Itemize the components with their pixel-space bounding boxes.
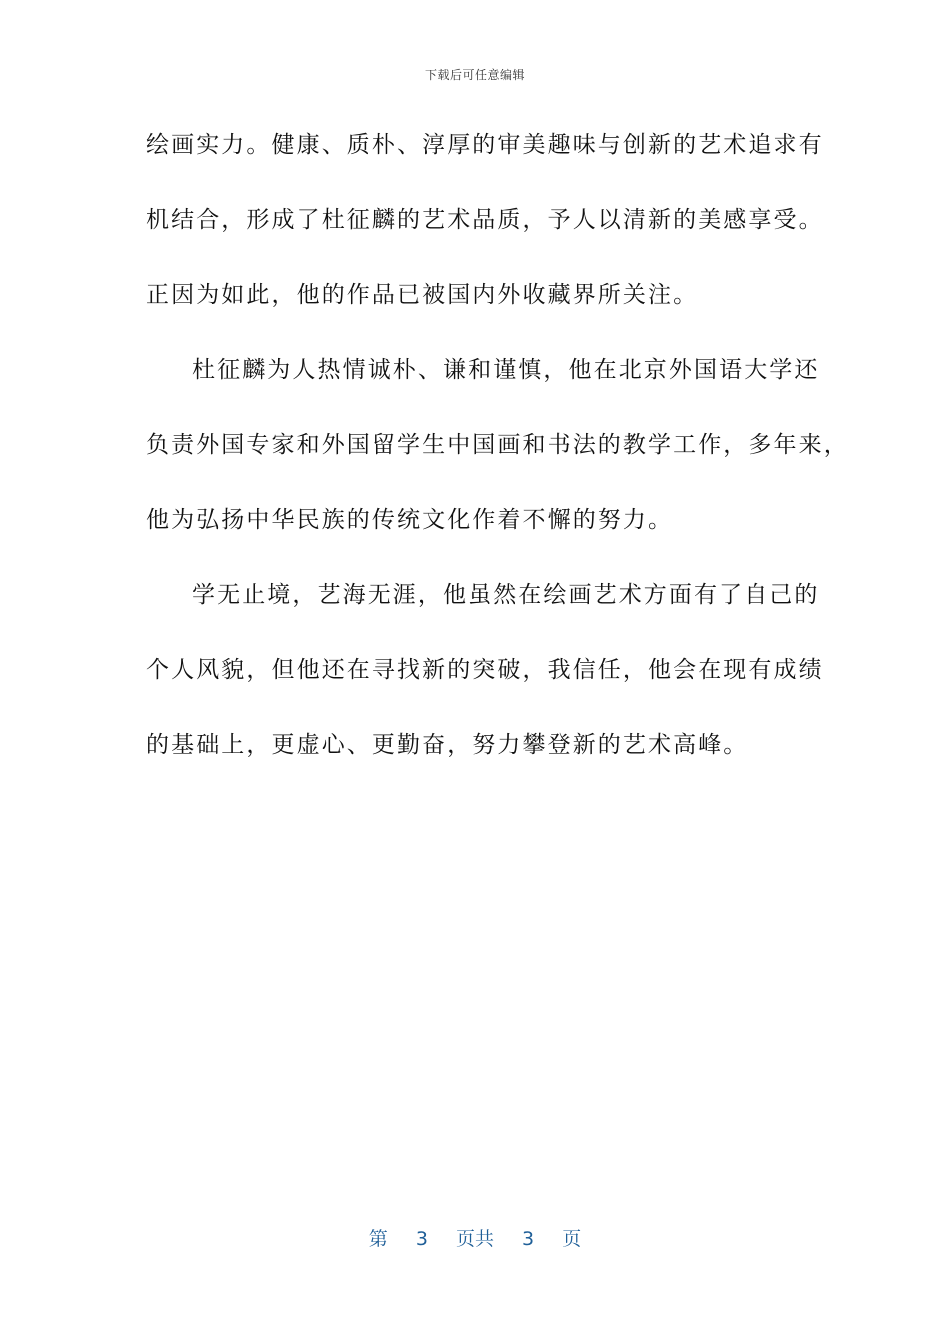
text-line: 机结合，形成了杜征麟的艺术品质，予人以清新的美感享受。 bbox=[146, 207, 824, 233]
text-line: 的基础上，更虚心、更勤奋，努力攀登新的艺术高峰。 bbox=[146, 732, 749, 758]
page-label-middle: 页共 bbox=[455, 1228, 494, 1250]
page-header-note: 下载后可任意编辑 bbox=[424, 68, 525, 82]
page-label-suffix: 页 bbox=[562, 1228, 582, 1250]
page-label-prefix: 第 bbox=[368, 1228, 388, 1250]
current-page-number: 3 bbox=[415, 1228, 428, 1250]
page-number-footer bbox=[0, 1224, 950, 1251]
text-line: 负责外国专家和外国留学生中国画和书法的教学工作，多年来， bbox=[146, 432, 849, 458]
paragraph-start-line: 学无止境，艺海无涯，他虽然在绘画艺术方面有了自己的 bbox=[192, 582, 820, 608]
text-line: 个人风貌，但他还在寻找新的突破，我信任，他会在现有成绩 bbox=[146, 657, 824, 683]
text-line: 他为弘扬中华民族的传统文化作着不懈的努力。 bbox=[146, 507, 674, 533]
text-line: 正因为如此，他的作品已被国内外收藏界所关注。 bbox=[146, 282, 699, 308]
paragraph-start-line: 杜征麟为人热情诚朴、谦和谨慎，他在北京外国语大学还 bbox=[192, 357, 820, 383]
document-body bbox=[146, 124, 849, 799]
text-line: 绘画实力。健康、质朴、淳厚的审美趣味与创新的艺术追求有 bbox=[146, 132, 824, 158]
total-pages-number: 3 bbox=[522, 1228, 535, 1250]
